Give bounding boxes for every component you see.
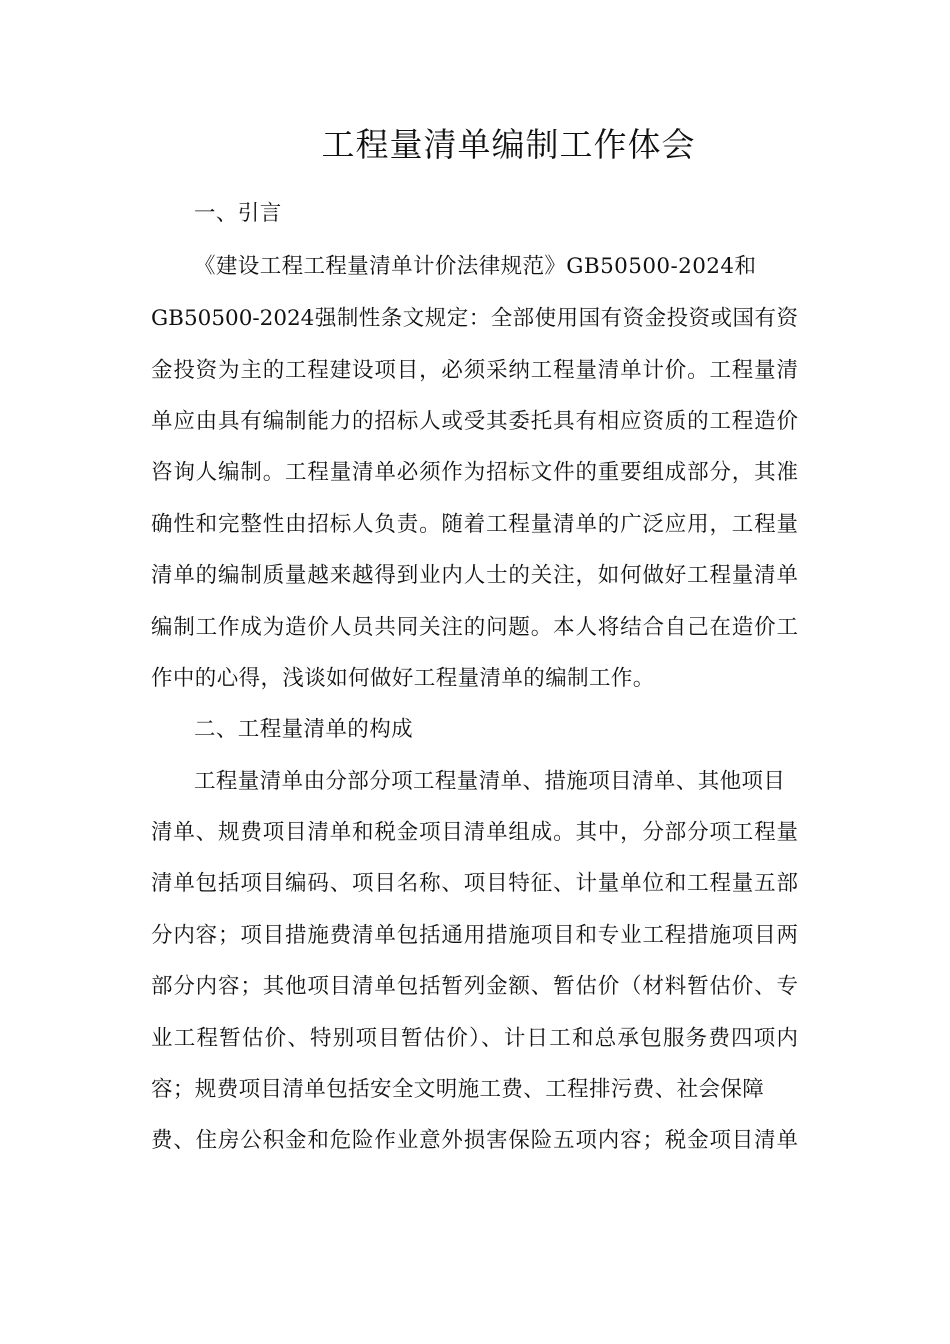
paragraph-line: 部分内容；其他项目清单包括暂列金额、暂估价（材料暂估价、专 (151, 974, 798, 999)
paragraph-line: 清单的编制质量越来越得到业内人士的关注，如何做好工程量清单 (151, 563, 798, 588)
paragraph-line: 容；规费项目清单包括安全文明施工费、工程排污费、社会保障 (151, 1077, 765, 1102)
paragraph-line: 咨询人编制。工程量清单必须作为招标文件的重要组成部分，其准 (151, 460, 798, 485)
document-title: 工程量清单编制工作体会 (321, 125, 696, 164)
paragraph-line: 费、住房公积金和危险作业意外损害保险五项内容；税金项目清单 (151, 1128, 798, 1153)
paragraph-line: 工程量清单由分部分项工程量清单、措施项目清单、其他项目 (194, 769, 786, 794)
section-heading-composition: 二、工程量清单的构成 (194, 717, 414, 742)
paragraph-line: 清单包括项目编码、项目名称、项目特征、计量单位和工程量五部 (151, 871, 798, 896)
section-heading-introduction: 一、引言 (194, 201, 282, 226)
paragraph-line: 分内容；项目措施费清单包括通用措施项目和专业工程措施项目两 (151, 923, 798, 948)
paragraph-line: 单应由具有编制能力的招标人或受其委托具有相应资质的工程造价 (151, 409, 798, 434)
paragraph-line: 编制工作成为造价人员共同关注的问题。本人将结合自己在造价工 (151, 615, 798, 640)
paragraph-line: GB50500-2024强制性条文规定：全部使用国有资金投资或国有资 (151, 306, 798, 331)
paragraph-line: 《建设工程工程量清单计价法律规范》GB50500-2024和 (194, 254, 757, 279)
paragraph-line: 作中的心得，浅谈如何做好工程量清单的编制工作。 (151, 666, 655, 691)
paragraph-line: 确性和完整性由招标人负责。随着工程量清单的广泛应用，工程量 (151, 512, 798, 537)
paragraph-line: 金投资为主的工程建设项目，必须采纳工程量清单计价。工程量清 (151, 358, 798, 383)
paragraph-line: 业工程暂估价、特别项目暂估价）、计日工和总承包服务费四项内 (151, 1026, 798, 1051)
paragraph-line: 清单、规费项目清单和税金项目清单组成。其中，分部分项工程量 (151, 820, 798, 845)
